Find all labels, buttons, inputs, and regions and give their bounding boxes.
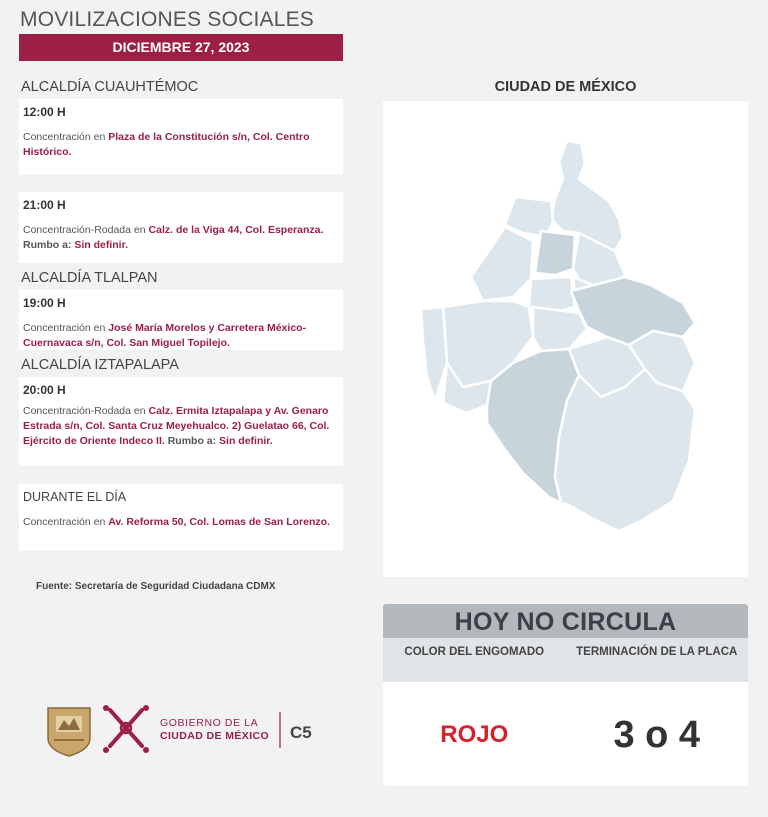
description-fragment: Plaza de la Constitución s/n, Col. Centro Histórico.	[23, 131, 310, 158]
description-fragment: Sin definir.	[219, 435, 273, 447]
event-time: 21:00 H	[23, 198, 66, 212]
hoy-no-circula-panel	[383, 604, 748, 786]
date-banner: DICIEMBRE 27, 2023	[19, 34, 343, 61]
description-fragment: Sin definir.	[74, 239, 129, 251]
coat-of-arms-icon	[48, 708, 90, 756]
event-description	[23, 404, 339, 449]
description-fragment: Concentración-Rodada	[23, 405, 134, 417]
description-fragment: en	[93, 516, 109, 528]
placa-value: 3 o 4	[613, 713, 701, 756]
source-note: Fuente: Secretaría de Seguridad Ciudadana CDMX	[36, 581, 276, 592]
event-card	[19, 192, 343, 263]
c5-logo: C5	[290, 723, 312, 742]
cdmx-map	[383, 101, 748, 577]
description-fragment: Calz. Ermita Iztapalapa y Av. Genaro Estrada s/n, Col. Santa Cruz Meyehualco. 2) Guelatao 66, Col. Ejército de Oriente Indeco II.	[23, 405, 330, 447]
description-fragment: en	[133, 405, 149, 417]
event-description	[23, 223, 339, 253]
description-fragment: Concentración-Rodada	[23, 224, 134, 236]
description-fragment: Av. Reforma 50, Col. Lomas de San Lorenzo.	[108, 516, 330, 528]
map-title: CIUDAD DE MÉXICO	[494, 79, 637, 95]
description-fragment: Rumbo a:	[167, 435, 220, 447]
event-time: DURANTE EL DÍA	[23, 490, 127, 504]
event-description	[23, 321, 339, 351]
event-card	[19, 484, 343, 550]
description-fragment: Concentración	[23, 322, 94, 334]
gov-line1: GOBIERNO DE LA	[160, 717, 259, 729]
description-fragment: en	[93, 322, 109, 334]
event-card	[19, 377, 343, 466]
description-fragment: Concentración	[23, 516, 94, 528]
engomado-label: COLOR DEL ENGOMADO	[404, 646, 545, 658]
event-time: 20:00 H	[23, 383, 66, 397]
event-card	[19, 99, 343, 174]
cdmx-map-graphic	[383, 101, 748, 577]
description-fragment: Concentración	[23, 131, 94, 143]
description-fragment: Rumbo a:	[23, 239, 75, 251]
description-fragment: en	[133, 224, 149, 236]
event-card	[19, 290, 343, 350]
page-title: MOVILIZACIONES SOCIALES	[20, 8, 315, 31]
event-description	[23, 515, 339, 530]
event-time: 12:00 H	[23, 105, 66, 119]
section-title-cuauhtemoc: ALCALDÍA CUAUHTÉMOC	[21, 79, 199, 95]
gov-line2: CIUDAD DE MÉXICO	[160, 730, 270, 742]
event-time: 19:00 H	[23, 296, 66, 310]
hoy-no-circula-title: HOY NO CIRCULA	[383, 604, 748, 638]
event-description	[23, 130, 339, 160]
cdmx-logo-icon	[103, 705, 149, 753]
description-fragment: Calz. de la Viga 44, Col. Esperanza.	[148, 224, 324, 236]
placa-label: TERMINACIÓN DE LA PLACA	[576, 646, 738, 658]
section-title-tlalpan: ALCALDÍA TLALPAN	[21, 270, 158, 286]
logos-footer	[46, 702, 336, 758]
engomado-value: ROJO	[440, 721, 509, 748]
section-title-iztapalapa: ALCALDÍA IZTAPALAPA	[21, 357, 179, 373]
description-fragment: en	[93, 131, 109, 143]
description-fragment: José María Morelos y Carretera México-Cuernavaca s/n, Col. San Miguel Topilejo.	[23, 322, 307, 349]
